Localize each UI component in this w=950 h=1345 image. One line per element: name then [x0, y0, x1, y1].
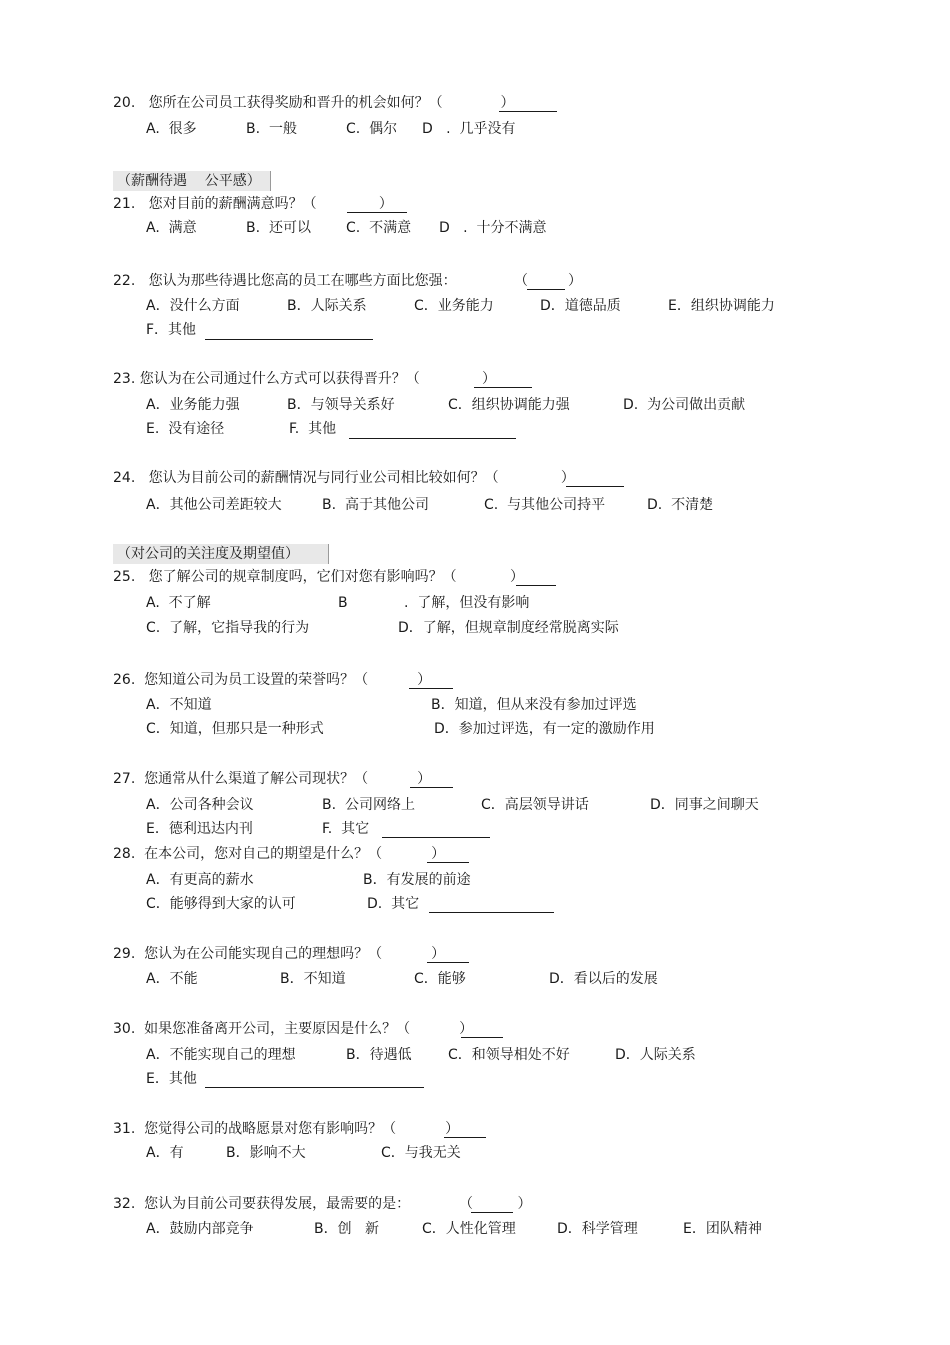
- question-20: 20. 您所在公司员工获得奖励和晋升的机会如何？（ ）: [113, 95, 515, 111]
- option-a: A．不能实现自己的理想: [146, 1047, 296, 1063]
- answer-blank-25[interactable]: [516, 585, 556, 586]
- option-c: C．人性化管理: [422, 1221, 516, 1237]
- question-24: 24. 您认为目前公司的薪酬情况与同行业公司相比较如何？（ ）: [113, 470, 575, 486]
- option-d: D . 十分不满意: [439, 220, 547, 236]
- option-b: B. 一般: [246, 121, 297, 137]
- option-e: E．德利迅达内刊: [146, 821, 253, 837]
- option-c: C．业务能力: [414, 298, 494, 314]
- question-26: 26. 您知道公司为员工设置的荣誉吗？（ ）: [113, 672, 432, 688]
- question-21: 21. 您对目前的薪酬满意吗？（ ）: [113, 196, 393, 212]
- answer-blank-23[interactable]: [474, 387, 532, 388]
- answer-blank-31[interactable]: [444, 1137, 486, 1138]
- answer-blank-21[interactable]: [347, 212, 407, 213]
- option-b: B．知道，但从来没有参加过评选: [431, 697, 637, 713]
- option-b: B．影响不大: [226, 1145, 306, 1161]
- answer-blank-28[interactable]: [427, 862, 469, 863]
- other-blank-27[interactable]: [382, 837, 490, 838]
- option-a: A．公司各种会议: [146, 797, 254, 813]
- option-f: F. 其他: [289, 421, 337, 437]
- option-e: E．团队精神: [683, 1221, 762, 1237]
- option-c: C．与我无关: [381, 1145, 461, 1161]
- answer-blank-22[interactable]: [527, 289, 565, 290]
- option-d: D. 不清楚: [647, 497, 714, 513]
- other-blank-30[interactable]: [205, 1087, 424, 1088]
- section-heading-salary-text: （薪酬待遇 公平感）: [117, 173, 261, 189]
- option-b: B. 高于其他公司: [322, 497, 429, 513]
- option-b: B．与领导关系好: [287, 397, 395, 413]
- option-b: B．有发展的前途: [363, 872, 471, 888]
- question-25: 25. 您了解公司的规章制度吗，它们对您有影响吗？（ ）: [113, 569, 525, 585]
- option-d: D．道德品质: [540, 298, 621, 314]
- option-a: A. 不了解: [146, 595, 211, 611]
- option-c: C．知道，但那只是一种形式: [146, 721, 324, 737]
- option-d: D. 为公司做出贡献: [623, 397, 746, 413]
- question-32-paren: （ ）: [459, 1196, 532, 1212]
- option-a: A．其他公司差距较大: [146, 497, 282, 513]
- option-b: B．待遇低: [346, 1047, 412, 1063]
- option-b: B. 公司网络上: [322, 797, 415, 813]
- question-22-paren: （ ）: [514, 273, 583, 289]
- answer-blank-30[interactable]: [461, 1037, 503, 1038]
- other-blank-22[interactable]: [205, 339, 373, 340]
- option-a: A．不知道: [146, 697, 212, 713]
- option-a: A．有更高的薪水: [146, 872, 254, 888]
- option-c: C．高层领导讲话: [481, 797, 589, 813]
- option-f: F. 其它: [322, 821, 370, 837]
- option-b: B: [338, 595, 348, 611]
- answer-blank-32[interactable]: [471, 1212, 513, 1213]
- other-blank-23[interactable]: [349, 438, 516, 439]
- option-c: C. 不满意: [346, 220, 412, 236]
- option-b: B．人际关系: [287, 298, 367, 314]
- question-30: 30. 如果您准备离开公司，主要原因是什么？（ ）: [113, 1021, 474, 1037]
- answer-blank-29[interactable]: [427, 962, 469, 963]
- option-c: C．能够得到大家的认可: [146, 896, 296, 912]
- option-b: B．创 新: [314, 1221, 379, 1237]
- option-c: C．能够: [414, 971, 466, 987]
- question-29: 29. 您认为在公司能实现自己的理想吗？（ ）: [113, 946, 446, 962]
- option-c: C．和领导相处不好: [448, 1047, 570, 1063]
- option-d: D．看以后的发展: [549, 971, 658, 987]
- option-d: D. 其它: [367, 896, 420, 912]
- option-d: D . 几乎没有: [422, 121, 516, 137]
- section-heading-salary: [113, 171, 271, 191]
- answer-blank-20[interactable]: [499, 111, 557, 112]
- option-d: D．人际关系: [615, 1047, 696, 1063]
- option-c: C. 了解，它指导我的行为: [146, 620, 310, 636]
- section-heading-attention-text: （对公司的关注度及期望值）: [117, 546, 299, 562]
- question-28: 28. 在本公司，您对自己的期望是什么？（ ）: [113, 846, 446, 862]
- option-a: A．业务能力强: [146, 397, 240, 413]
- option-d: D．同事之间聊天: [650, 797, 759, 813]
- option-a: A. 很多: [146, 121, 197, 137]
- option-b: B. 还可以: [246, 220, 311, 236]
- option-d: D．参加过评选，有一定的激励作用: [434, 721, 655, 737]
- option-b-text: . 了解，但没有影响: [404, 595, 530, 611]
- section-heading-attention: [113, 544, 329, 564]
- option-c: C．组织协调能力强: [448, 397, 570, 413]
- option-d: D．科学管理: [557, 1221, 638, 1237]
- option-f: F．其他: [146, 322, 197, 338]
- option-e: E．组织协调能力: [668, 298, 775, 314]
- option-a: A．不能: [146, 971, 198, 987]
- option-c: C. 与其他公司持平: [484, 497, 606, 513]
- answer-blank-26[interactable]: [409, 688, 453, 689]
- option-e: E．其他: [146, 1071, 197, 1087]
- option-b: B．不知道: [280, 971, 346, 987]
- option-a: A．鼓励内部竞争: [146, 1221, 254, 1237]
- question-32: 32. 您认为目前公司要获得发展，最需要的是：: [113, 1196, 411, 1212]
- answer-blank-27[interactable]: [410, 787, 453, 788]
- answer-blank-24[interactable]: [566, 486, 624, 487]
- option-e: E. 没有途径: [146, 421, 225, 437]
- question-31: 31. 您觉得公司的战略愿景对您有影响吗？（ ）: [113, 1121, 460, 1137]
- option-a: A．有: [146, 1145, 184, 1161]
- option-a: A. 满意: [146, 220, 197, 236]
- other-blank-28[interactable]: [429, 912, 554, 913]
- question-22: 22. 您认为那些待遇比您高的员工在哪些方面比您强：: [113, 273, 457, 289]
- question-23: 23. 您认为在公司通过什么方式可以获得晋升？（ ）: [113, 371, 497, 387]
- question-27: 27. 您通常从什么渠道了解公司现状？（ ）: [113, 771, 432, 787]
- option-c: C. 偶尔: [346, 121, 398, 137]
- option-a: A．没什么方面: [146, 298, 240, 314]
- option-d: D．了解，但规章制度经常脱离实际: [398, 620, 619, 636]
